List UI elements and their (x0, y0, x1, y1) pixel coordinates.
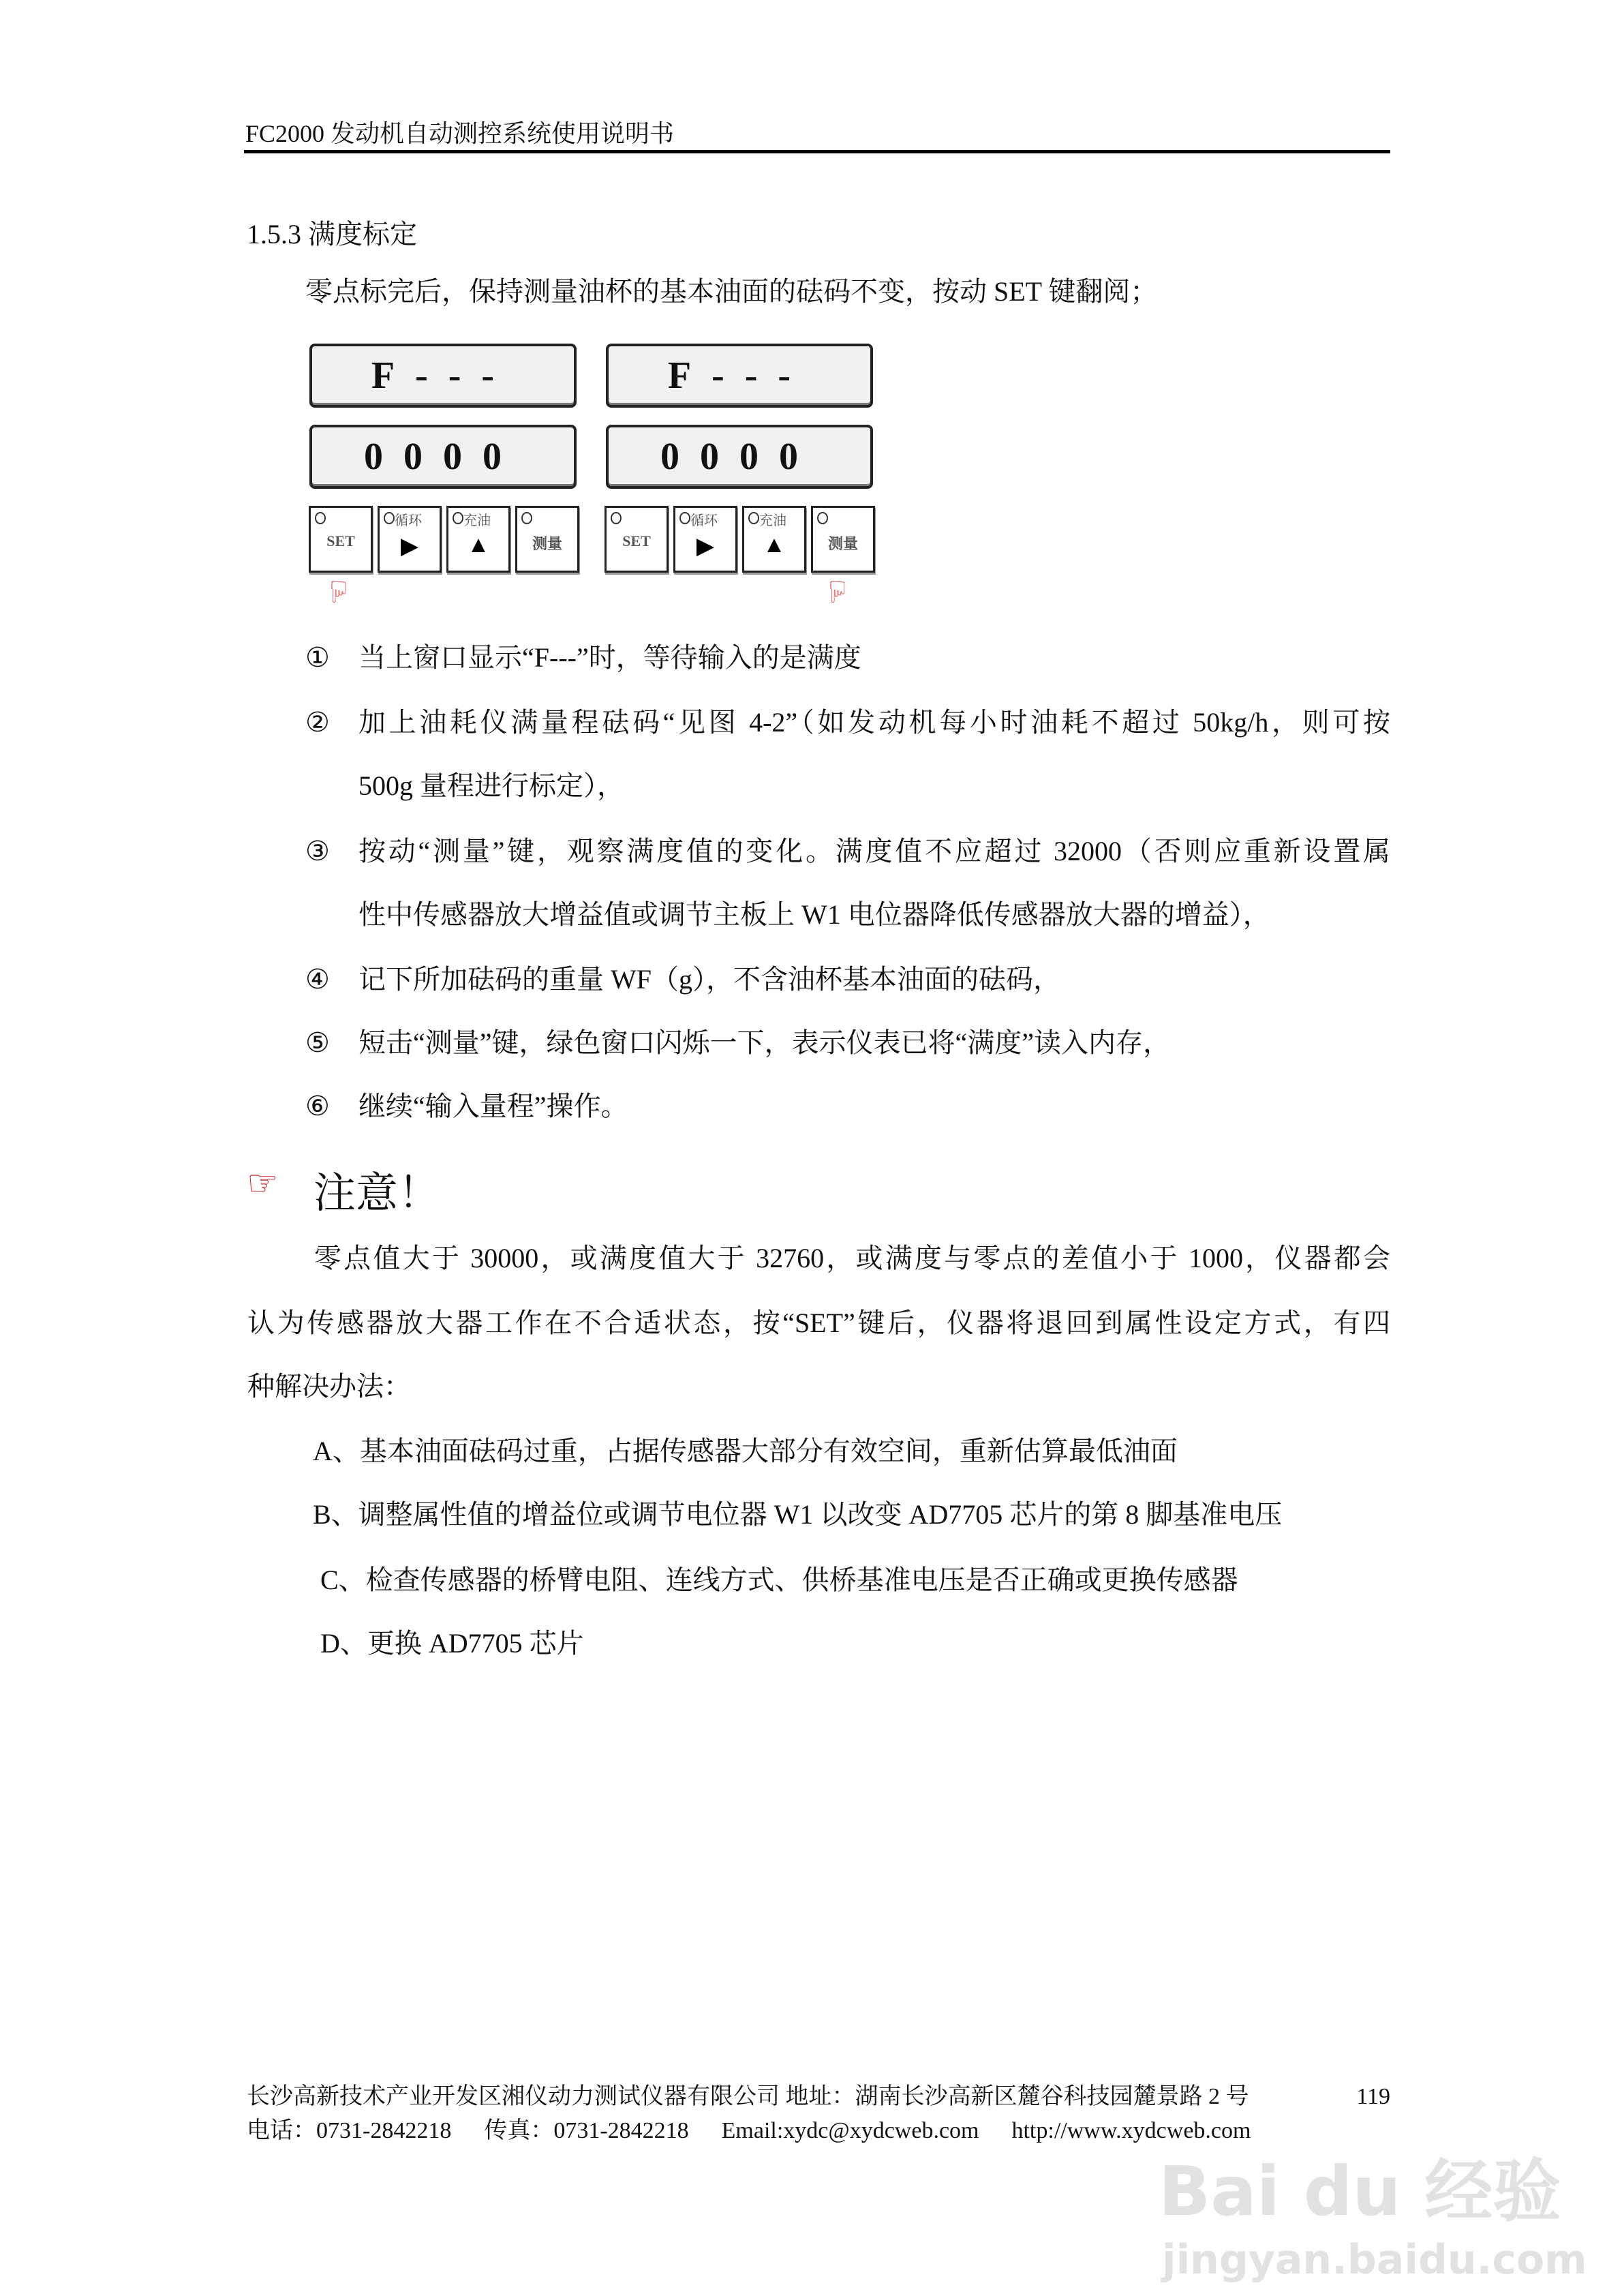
lower-display-left: 0000 (309, 425, 577, 489)
solution-option: D、更换 AD7705 芯片 (320, 1628, 584, 1659)
key-label: 循环 (395, 513, 422, 528)
key-caption: SET (326, 532, 355, 549)
note-paragraph: 种解决办法： (247, 1371, 411, 1402)
step-number: ② (305, 707, 330, 738)
footer-email[interactable]: Email:xydc@xydcweb.com (721, 2118, 979, 2143)
led-indicator-icon (453, 512, 463, 524)
upper-display-right: F--- (606, 344, 873, 408)
step-text: 记下所加砝码的重量 WF（g），不含油杯基本油面的砝码， (358, 964, 1060, 995)
up-triangle-icon: ▲ (467, 532, 490, 558)
footer-row-2 (247, 2117, 1251, 2145)
panel-key (378, 506, 442, 573)
pointing-hand-icon: ☜ (322, 578, 356, 605)
panel-key (673, 506, 737, 573)
pointing-hand-icon: ☜ (821, 578, 855, 605)
key-label: 充油 (463, 513, 491, 528)
solution-option: C、检查传感器的桥臂电阻、连线方式、供桥基准电压是否正确或更换传感器 (320, 1565, 1238, 1595)
note-paragraph: 零点值大于 30000，或满度值大于 32760，或满度与零点的差值小于 1000，仪器都会 (314, 1243, 1390, 1273)
led-indicator-icon (384, 512, 395, 524)
step-text: 加上油耗仪满量程砝码“见图 4-2”（如发动机每小时油耗不超过 50kg/h，则可按 (358, 707, 1390, 738)
document-header-title: FC2000 发动机自动测控系统使用说明书 (245, 120, 675, 147)
footer-fax: 传真：0731-2842218 (484, 2118, 689, 2143)
play-triangle-icon: ▶ (400, 534, 419, 559)
solution-option: A、基本油面砝码过重，占据传感器大部分有效空间，重新估算最低油面 (313, 1436, 1178, 1466)
led-indicator-icon (817, 512, 828, 524)
led-indicator-icon (748, 512, 759, 524)
note-title: 注意！ (313, 1170, 441, 1217)
step-number: ④ (305, 964, 330, 995)
upper-display-left: F--- (309, 344, 577, 408)
panel-key (742, 506, 806, 573)
step-text: 按动“测量”键，观察满度值的变化。满度值不应超过 32000（否则应重新设置属 (358, 836, 1390, 866)
key-caption: 测量 (827, 535, 858, 552)
note-paragraph: 认为传感器放大器工作在不合适状态，按“SET”键后，仪器将退回到属性设定方式，有四 (247, 1308, 1390, 1338)
step-text: 继续“输入量程”操作。 (358, 1091, 628, 1121)
step-number: ① (305, 642, 330, 673)
page-number: 119 (1356, 2084, 1390, 2109)
play-triangle-icon: ▶ (696, 534, 715, 559)
footer-phone: 电话：0731-2842218 (247, 2118, 452, 2143)
step-text: 500g 量程进行标定）， (358, 770, 624, 801)
baidu-watermark-url: jingyan.baidu.com (1162, 2236, 1587, 2284)
up-triangle-icon: ▲ (763, 532, 786, 558)
panel-key (515, 506, 579, 573)
led-indicator-icon (679, 512, 690, 524)
pointing-hand-icon: ☞ (247, 1164, 279, 1203)
section-heading: 1.5.3 满度标定 (247, 219, 417, 250)
key-label: 循环 (690, 513, 718, 528)
lower-display-right: 0000 (606, 425, 873, 489)
footer-company-address: 长沙高新技术产业开发区湘仪动力测试仪器有限公司 地址：湖南长沙高新区麓谷科技园麓景路 2 号 (247, 2084, 1249, 2109)
step-number: ⑥ (305, 1091, 330, 1121)
solution-option: B、调整属性值的增益位或调节电位器 W1 以改变 AD7705 芯片的第 8 脚基准电压 (313, 1499, 1283, 1530)
key-caption: 测量 (532, 535, 562, 552)
step-text: 当上窗口显示“F---”时，等待输入的是满度 (358, 642, 861, 673)
key-caption: SET (622, 532, 651, 549)
footer-url[interactable]: http://www.xydcweb.com (1011, 2118, 1251, 2143)
header-rule (244, 150, 1390, 153)
led-indicator-icon (611, 512, 622, 524)
step-text: 性中传感器放大增益值或调节主板上 W1 电位器降低传感器放大器的增益）， (358, 899, 1270, 930)
baidu-watermark-logo: Bai du 经验 (1159, 2151, 1561, 2231)
panel-key (811, 506, 875, 573)
step-text: 短击“测量”键，绿色窗口闪烁一下，表示仪表已将“满度”读入内存， (358, 1027, 1171, 1058)
step-number: ⑤ (305, 1027, 330, 1058)
led-indicator-icon (521, 512, 532, 524)
step-number: ③ (305, 836, 330, 866)
intro-text: 零点标完后，保持测量油杯的基本油面的砝码不变，按动 SET 键翻阅； (305, 276, 1158, 307)
footer-row-1 (247, 2083, 1390, 2111)
key-label: 充油 (759, 513, 786, 528)
panel-key (446, 506, 510, 573)
led-indicator-icon (315, 512, 326, 524)
panel-key (605, 506, 669, 573)
panel-key (309, 506, 373, 573)
